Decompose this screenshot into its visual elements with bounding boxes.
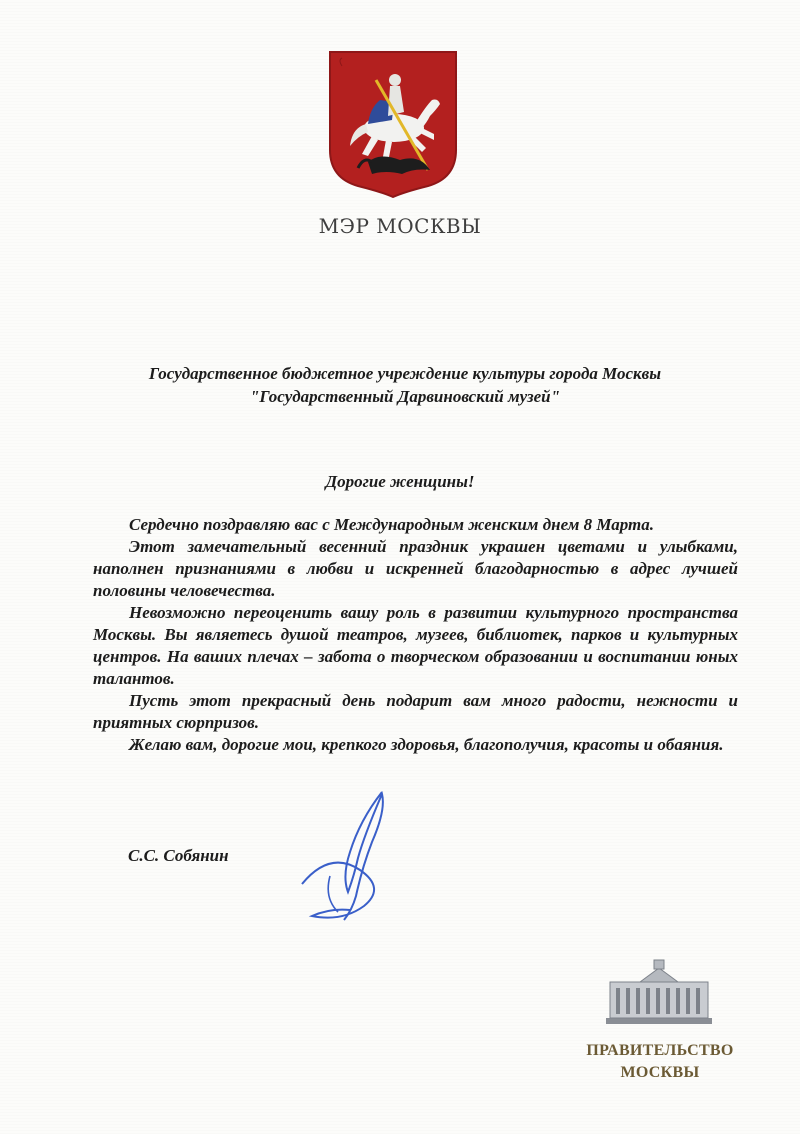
government-title-line-2: МОСКВЫ xyxy=(620,1064,700,1081)
signature-icon xyxy=(290,780,420,930)
signer-name: С.С. Собянин xyxy=(128,846,229,865)
letter-body xyxy=(93,514,738,756)
government-title-line-1: ПРАВИТЕЛЬСТВО xyxy=(586,1042,734,1059)
government-title xyxy=(560,1040,760,1084)
recipient-line-1: Государственное бюджетное учреждение культуры города Москвы xyxy=(148,364,662,383)
paragraph: Невозможно переоценить вашу роль в развитии культурного пространства Москвы. Вы являетесь душой театров, музеев, библиотек, парков и культурных центров. На ваших плечах – забота о творческом образовании и воспитании юных талантов. xyxy=(93,603,738,688)
government-building-icon xyxy=(604,956,714,1026)
mayor-title: МЭР МОСКВЫ xyxy=(318,214,482,238)
paragraph: Пусть этот прекрасный день подарит вам много радости, нежности и приятных сюрпризов. xyxy=(93,691,738,732)
paragraph: Этот замечательный весенний праздник украшен цветами и улыбками, наполнен признаниями в любви и искренней благодарностью в адрес лучшей половины человечества. xyxy=(93,537,738,600)
paragraph: Сердечно поздравляю вас с Международным женским днем 8 Марта. xyxy=(129,515,654,534)
recipient-line-2: "Государственный Дарвиновский музей" xyxy=(249,387,561,406)
recipient-block xyxy=(60,362,750,408)
moscow-coat-of-arms-icon xyxy=(328,50,458,198)
greeting: Дорогие женщины! xyxy=(325,472,475,491)
paragraph: Желаю вам, дорогие мои, крепкого здоровья, благополучия, красоты и обаяния. xyxy=(129,735,724,754)
